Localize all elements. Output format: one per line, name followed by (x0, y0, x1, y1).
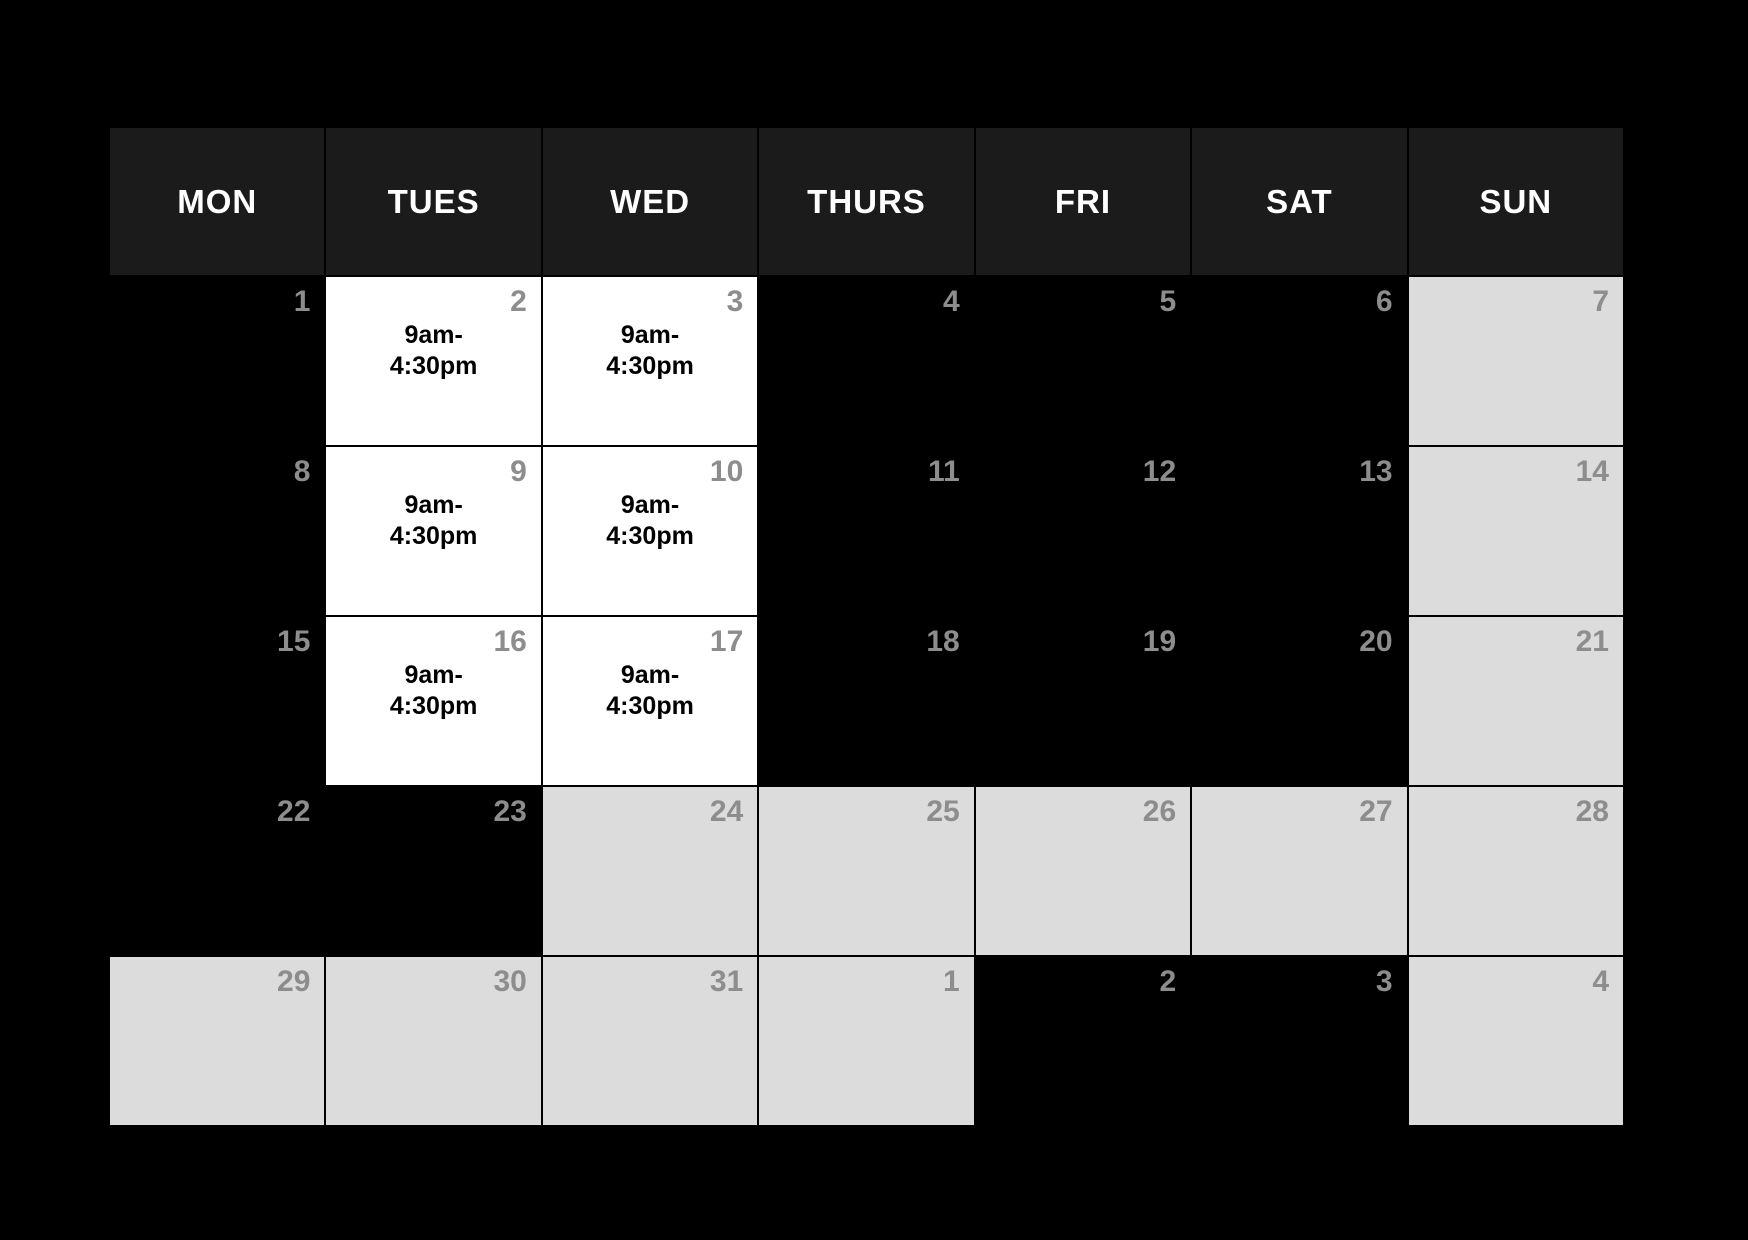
calendar-header-row (110, 128, 1623, 275)
day-cell[interactable] (1192, 617, 1406, 785)
day-number: 17 (709, 625, 744, 658)
day-number: 26 (1142, 795, 1177, 828)
day-number: 22 (277, 795, 311, 828)
day-number: 6 (1375, 285, 1393, 318)
weekday-header-label: SUN (1479, 182, 1553, 220)
calendar-week-row (110, 957, 1623, 1125)
weekday-header-label: TUES (387, 182, 480, 220)
day-number: 1 (943, 965, 960, 998)
day-number: 12 (1142, 455, 1177, 488)
day-cell[interactable] (1409, 957, 1623, 1125)
day-cell[interactable] (1192, 787, 1406, 955)
weekday-header-mon (110, 128, 324, 275)
day-number: 3 (726, 285, 744, 318)
day-cell[interactable] (110, 447, 324, 615)
day-number: 7 (1592, 285, 1609, 318)
day-number: 9 (510, 455, 527, 488)
day-cell[interactable] (110, 617, 324, 785)
weekday-header-sun (1409, 128, 1623, 275)
day-number: 29 (277, 965, 311, 998)
calendar-week-row (110, 447, 1623, 615)
day-number: 28 (1575, 795, 1609, 828)
calendar-week-row (110, 617, 1623, 785)
day-cell[interactable] (1192, 447, 1406, 615)
day-number: 4 (943, 285, 960, 318)
weekday-header-label: FRI (1054, 182, 1111, 220)
day-cell[interactable] (1409, 617, 1623, 785)
weekday-header-label: THURS (807, 182, 926, 220)
day-number: 5 (1159, 285, 1177, 318)
day-cell[interactable] (759, 447, 973, 615)
day-cell[interactable] (326, 447, 540, 615)
day-event: 9am-4:30pm (606, 321, 694, 381)
calendar-week-row (110, 787, 1623, 955)
day-cell[interactable] (110, 957, 324, 1125)
day-cell[interactable] (976, 957, 1190, 1125)
day-cell[interactable] (326, 957, 540, 1125)
day-cell[interactable] (326, 617, 540, 785)
weekday-header-sat (1192, 128, 1406, 275)
day-number: 2 (510, 285, 527, 318)
day-cell[interactable] (543, 447, 757, 615)
day-event: 9am-4:30pm (389, 661, 478, 721)
day-cell[interactable] (543, 617, 757, 785)
day-number: 10 (709, 455, 744, 488)
weekday-header-thurs (759, 128, 973, 275)
day-cell[interactable] (1409, 447, 1623, 615)
day-number: 21 (1575, 625, 1609, 658)
day-number: 18 (926, 625, 960, 658)
day-cell[interactable] (1409, 787, 1623, 955)
day-cell[interactable] (759, 617, 973, 785)
day-cell[interactable] (543, 277, 757, 445)
day-cell[interactable] (759, 277, 973, 445)
day-cell[interactable] (326, 787, 540, 955)
day-cell[interactable] (976, 617, 1190, 785)
weekday-header-fri (976, 128, 1190, 275)
day-number: 8 (293, 455, 311, 488)
day-cell[interactable] (976, 787, 1190, 955)
day-cell[interactable] (543, 957, 757, 1125)
weekday-header-label: MON (177, 182, 258, 220)
day-number: 23 (493, 795, 527, 828)
day-number: 14 (1575, 455, 1609, 488)
day-number: 13 (1359, 455, 1393, 488)
day-number: 16 (493, 625, 527, 658)
calendar-week-row (110, 277, 1623, 445)
day-cell[interactable] (110, 277, 324, 445)
day-number: 24 (709, 795, 744, 828)
day-number: 27 (1359, 795, 1393, 828)
weekday-header-wed (543, 128, 757, 275)
day-number: 1 (293, 285, 311, 318)
day-cell[interactable] (110, 787, 324, 955)
weekday-header-tues (326, 128, 540, 275)
calendar-weeks (110, 277, 1623, 1125)
weekday-header-label: SAT (1266, 182, 1333, 220)
weekday-header-label: WED (610, 182, 691, 220)
day-event: 9am-4:30pm (389, 321, 478, 381)
day-number: 19 (1142, 625, 1177, 658)
day-number: 2 (1159, 965, 1177, 998)
day-cell[interactable] (1192, 957, 1406, 1125)
day-cell[interactable] (543, 787, 757, 955)
day-number: 15 (277, 625, 311, 658)
day-event: 9am-4:30pm (606, 491, 694, 551)
calendar (110, 128, 1623, 1125)
day-cell[interactable] (759, 957, 973, 1125)
day-cell[interactable] (1409, 277, 1623, 445)
day-cell[interactable] (326, 277, 540, 445)
day-cell[interactable] (976, 277, 1190, 445)
day-cell[interactable] (759, 787, 973, 955)
day-number: 3 (1375, 965, 1393, 998)
day-number: 11 (927, 455, 960, 488)
day-cell[interactable] (1192, 277, 1406, 445)
day-cell[interactable] (976, 447, 1190, 615)
day-number: 20 (1359, 625, 1393, 658)
day-event: 9am-4:30pm (606, 661, 694, 721)
day-number: 30 (493, 965, 527, 998)
day-event: 9am-4:30pm (389, 491, 478, 551)
day-number: 4 (1592, 965, 1609, 998)
day-number: 25 (926, 795, 960, 828)
day-number: 31 (709, 965, 744, 998)
